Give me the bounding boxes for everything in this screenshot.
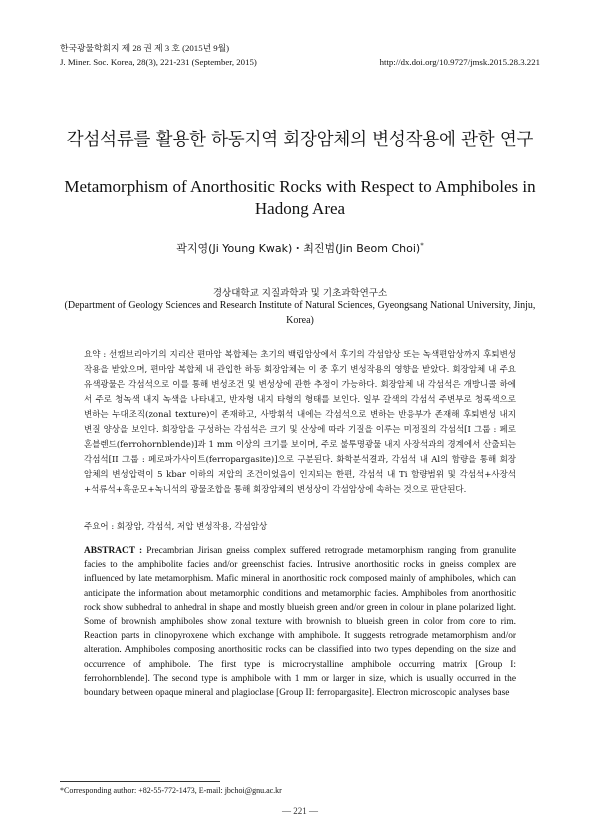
- page-number: ― 221 ―: [282, 806, 318, 816]
- keywords-korean: [84, 520, 516, 534]
- abstract-english: [84, 544, 516, 700]
- affiliation-korean: 경상대학교 지질과학과 및 기초과학연구소: [212, 288, 388, 299]
- journal-header-line: [60, 56, 540, 69]
- abstract-korean-label: 요약 :: [84, 350, 110, 360]
- title-korean: 각섬석류를 활용한 하동지역 회장암체의 변성작용에 관한 연구: [66, 130, 534, 150]
- keywords-label: 주요어 :: [84, 522, 117, 532]
- affiliation-english: (Department of Geology Sciences and Research Institute of Natural Sciences, Gyeongsang National University, Jinju, Korea): [64, 300, 536, 326]
- abstract-korean-text: 선캠브리아기의 지리산 편마암 복합체는 초기의 백립암상에서 후기의 각섬암상 또는 녹색편암상까지 후퇴변성작용을 받았으며, 편마암 복합체 내 관입한 하동 회장암체는 이 중 후기 변성작용의 영향을 받았다. 회장암체 내 주요 유색광물은 각섬석으로 이를 통해 변성조건 및 변성상에 관한 추정이 가능하다. 회장암체 내 각섬석은 개방니콜 하에서 주로 청녹색 내지 녹색을 나타내고, 반자형 내지 타형의 형태를 보인다. 일부 갈색의 각섬석 주변부로 청록색으로 변하는 누대조직(zonal texture)이 존재하고, 사방휘석 내에는 각섬석으로 변하는 반응부가 존재해 후퇴변성 내지 변질 양상을 보인다. 회장암을 구성하는 각섬석은 크기 및 산상에 따라 기질을 이루는 미정질의 각섬석[I 그룹 : 페로혼블렌드(ferrohornblende)]과 1 mm 이상의 크기를 보이며, 주로 불투명광물 내지 사장석과의 경계에서 산출되는 각섬석[II 그룹 : 페로파가사이트(ferropargasite)]으로 구분된다. 화학분석결과, 각섬석 내 Al의 함량을 통해 회장암체의 변성압력이 5 kbar 이하의 저압의 조건이었음이 인지되는 한편, 각섬석 내 Ti 함량범위 및 각섬석+사장석+석류석+흑운모+녹니석의 광물조합을 통해 회장암체의 변성상이 각섬암상에 속하는 것으로 판단된다.: [84, 350, 516, 495]
- footnote-divider: [60, 781, 220, 782]
- journal-header-ko: 한국광물학회지 제 28 권 제 3 호 (2015년 9월): [60, 43, 230, 53]
- doi-link[interactable]: http://dx.doi.org/10.9727/jmsk.2015.28.3.221: [379, 57, 540, 67]
- keywords-text: 회장암, 각섬석, 저압 변성작용, 각섬암상: [116, 522, 268, 532]
- corresponding-author-footnote: *Corresponding author: +82-55-772-1473, E-mail: jbchoi@gnu.ac.kr: [60, 786, 282, 795]
- abstract-korean: [84, 348, 516, 498]
- journal-citation: J. Miner. Soc. Korea, 28(3), 221-231 (September, 2015): [60, 57, 257, 67]
- author-list: [40, 240, 560, 256]
- author-names: 곽지영(Ji Young Kwak)・최진범(Jin Beom Choi): [176, 242, 421, 255]
- abstract-english-label: ABSTRACT :: [84, 546, 147, 556]
- title-english: Metamorphism of Anorthositic Rocks with Respect to Amphiboles in Hadong Area: [64, 177, 536, 218]
- abstract-english-text: Precambrian Jirisan gneiss complex suffered retrograde metamorphism ranging from granulite facies to the amphibolite facies and/or greenschist facies. Intrusive anorthositic rocks in gneiss complex are influenced by late metamorphism. Mafic mineral in anorthositic rock composed mainly of amphiboles, which can anticipate the information about metamorphic conditions and metamorphic facies. Amphiboles from anorthositic rock show subhedral to anhedral in shape and mostly blueish green and/or green in colour in plane polarized light. Some of brownish amphiboles show zonal texture with brownish to blueish green in color from core to rim. Reaction parts in clinopyroxene which exchange with amphibole. It suggests retrograde metamorphism and/or alteration. Amphiboles composing anorthositic rocks can be classified into two types depending on the size and occurrence of amphibole. The first type is microcrystalline amphibole occurring matrix [Group I: ferrohornblende]. The second type is amphibole with 1 mm or larger in size, which is usually occurred in the boundary between opaque mineral and plagioclase [Group II: ferropargasite]. Electron microscopic analyses base: [84, 546, 516, 699]
- corresponding-mark: *: [420, 241, 424, 250]
